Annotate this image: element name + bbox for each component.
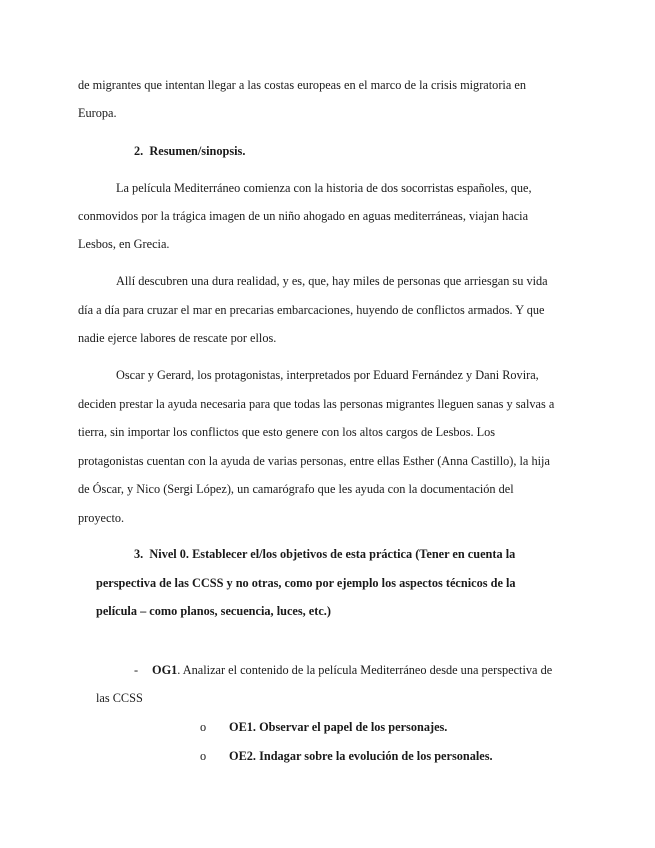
body-text-line: de Óscar, y Nico (Sergi López), un camarógrafo que les ayuda con la documentación del bbox=[78, 482, 514, 496]
section-title-line: perspectiva de las CCSS y no otras, como por ejemplo los aspectos técnicos de la bbox=[96, 576, 516, 590]
og1-bullet: - bbox=[134, 663, 139, 677]
body-text-line: tierra, sin importar los conflictos que esto genere con los altos cargos de Lesbos. Los bbox=[78, 425, 496, 439]
body-text-line: de migrantes que intentan llegar a las costas europeas en el marco de la crisis migratoria en bbox=[78, 78, 526, 92]
section-heading bbox=[134, 143, 245, 159]
og1-text: . Analizar el contenido de la película Mediterráneo desde una perspectiva de bbox=[177, 663, 553, 677]
section-number: 2. bbox=[134, 144, 144, 158]
section-title: Resumen/sinopsis. bbox=[149, 144, 246, 158]
sub-objective-item: OE2. Indagar sobre la evolución de los personales. bbox=[229, 749, 493, 763]
og1-item bbox=[152, 662, 552, 678]
body-text-line: Allí descubren una dura realidad, y es, que, hay miles de personas que arriesgan su vida bbox=[116, 274, 548, 288]
sub-bullet: o bbox=[200, 720, 207, 734]
body-text-line: proyecto. bbox=[78, 511, 125, 525]
body-text-line: nadie ejerce labores de rescate por ellos. bbox=[78, 331, 277, 345]
body-text-line: conmovidos por la trágica imagen de un niño ahogado en aguas mediterráneas, viajan hacia bbox=[78, 209, 529, 223]
body-text-line: día a día para cruzar el mar en precarias embarcaciones, huyendo de conflictos armados. Y que bbox=[78, 303, 545, 317]
sub-objective-item: OE1. Observar el papel de los personajes. bbox=[229, 720, 448, 734]
body-text-line: Lesbos, en Grecia. bbox=[78, 237, 170, 251]
og1-label: OG1 bbox=[152, 663, 178, 677]
body-text-line: protagonistas cuentan con la ayuda de varias personas, entre ellas Esther (Anna Castillo), la hija bbox=[78, 454, 550, 468]
section-title-line: Nivel 0. Establecer el/los objetivos de esta práctica (Tener en cuenta la bbox=[149, 547, 516, 561]
section-title-line: película – como planos, secuencia, luces, etc.) bbox=[96, 604, 331, 618]
section-heading bbox=[134, 546, 515, 562]
body-text-line: deciden prestar la ayuda necesaria para que todas las personas migrantes lleguen sanas y salvas a bbox=[78, 397, 555, 411]
body-text-line: La película Mediterráneo comienza con la historia de dos socorristas españoles, que, bbox=[116, 181, 532, 195]
og1-continuation: las CCSS bbox=[96, 691, 143, 705]
section-number: 3. bbox=[134, 547, 144, 561]
body-text-line: Oscar y Gerard, los protagonistas, interpretados por Eduard Fernández y Dani Rovira, bbox=[116, 368, 539, 382]
body-text-line: Europa. bbox=[78, 106, 117, 120]
sub-bullet: o bbox=[200, 749, 207, 763]
